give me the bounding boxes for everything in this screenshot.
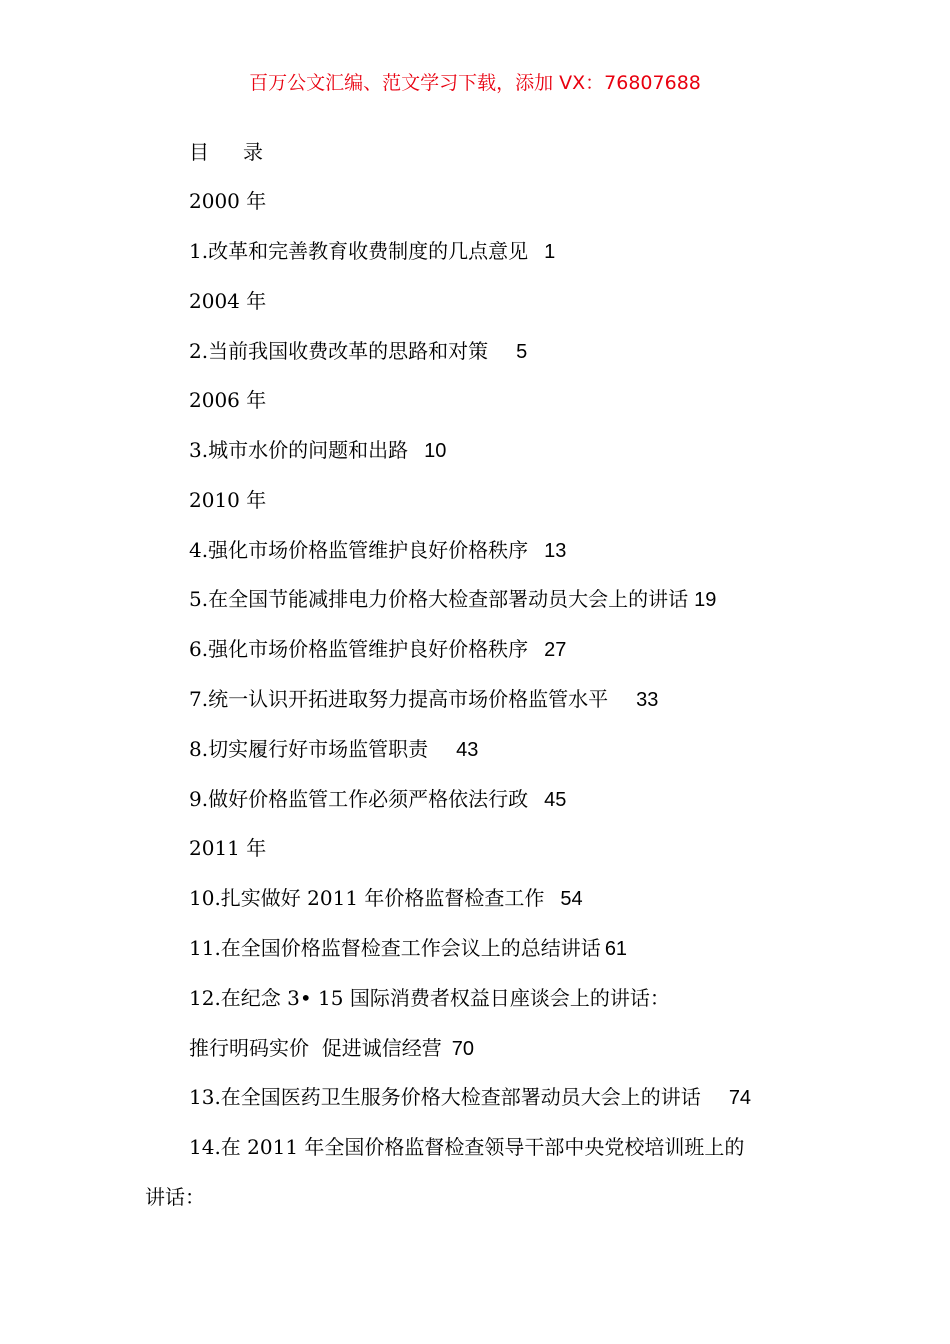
toc-entry[interactable] xyxy=(189,1134,744,1160)
toc-entry-page: 45 xyxy=(544,789,567,811)
toc-entry-page: 13 xyxy=(544,540,567,562)
toc-year-label: 2011 年 xyxy=(189,836,267,860)
toc-entry-title: 10.扎实做好 2011 年价格监督检查工作 xyxy=(189,886,545,910)
toc-title-part1: 目 xyxy=(189,140,209,164)
toc-entry[interactable] xyxy=(189,686,658,713)
toc-entry-page: 10 xyxy=(424,440,447,462)
toc-entry[interactable] xyxy=(189,885,583,912)
toc-entry-title: 11.在全国价格监督检查工作会议上的总结讲话 xyxy=(189,936,601,960)
toc-year-heading xyxy=(189,188,266,214)
toc-year-label: 2006 年 xyxy=(189,388,267,412)
toc-entry-title: 7.统一认识开拓进取努力提高市场价格监管水平 xyxy=(189,687,609,711)
toc-entry-page: 33 xyxy=(636,689,659,711)
toc-year-label: 2010 年 xyxy=(189,488,267,512)
toc-entry[interactable] xyxy=(189,338,527,365)
toc-entry-title: 讲话： xyxy=(145,1185,205,1209)
toc-entry[interactable] xyxy=(189,1035,474,1062)
toc-entry[interactable] xyxy=(189,985,670,1011)
toc-entry-title: 4.强化市场价格监管维护良好价格秩序 xyxy=(189,538,529,562)
toc-entry-title: 12.在纪念 3• 15 国际消费者权益日座谈会上的讲话： xyxy=(189,986,670,1010)
toc-entry[interactable] xyxy=(189,537,566,564)
toc-entry[interactable] xyxy=(189,736,478,763)
watermark-header xyxy=(0,68,950,95)
toc-entry-page: 70 xyxy=(451,1038,474,1060)
toc-year-heading xyxy=(189,387,266,413)
toc-entry-page: 1 xyxy=(544,241,556,263)
toc-entry[interactable] xyxy=(189,636,566,663)
toc-entry[interactable] xyxy=(189,935,627,962)
toc-entry-title: 14.在 2011 年全国价格监督检查领导干部中央党校培训班上的 xyxy=(189,1135,745,1159)
toc-entry[interactable] xyxy=(189,437,446,464)
toc-entry-title: 1.改革和完善教育收费制度的几点意见 xyxy=(189,239,529,263)
toc-entry-page: 19 xyxy=(694,589,717,611)
toc-entry-title: 6.强化市场价格监管维护良好价格秩序 xyxy=(189,637,529,661)
toc-entry-title: 推行明码实价 促进诚信经营 xyxy=(189,1036,442,1060)
toc-entry-page: 5 xyxy=(516,341,528,363)
toc-entry-title: 13.在全国医药卫生服务价格大检查部署动员大会上的讲话 xyxy=(189,1085,701,1109)
toc-entry[interactable] xyxy=(189,1084,751,1111)
toc-entry-title: 2.当前我国收费改革的思路和对策 xyxy=(189,339,489,363)
toc-year-label: 2000 年 xyxy=(189,189,267,213)
toc-year-heading xyxy=(189,288,266,314)
toc-entry-continuation xyxy=(145,1184,205,1210)
toc-year-heading xyxy=(189,835,266,861)
toc-entry-title: 9.做好价格监管工作必须严格依法行政 xyxy=(189,787,529,811)
toc-entry-title: 8.切实履行好市场监管职责 xyxy=(189,737,429,761)
toc-entry-page: 61 xyxy=(604,938,628,960)
toc-entry[interactable] xyxy=(189,586,716,613)
toc-title-part2: 录 xyxy=(243,140,263,164)
watermark-text: 百万公文汇编、范文学习下载，添加 VX：76807688 xyxy=(249,72,701,94)
toc-entry-page: 27 xyxy=(544,639,567,661)
toc-entry-page: 43 xyxy=(456,739,479,761)
toc-entry-page: 54 xyxy=(560,888,583,910)
toc-year-heading xyxy=(189,487,266,513)
toc-year-label: 2004 年 xyxy=(189,289,267,313)
toc-entry-title: 3.城市水价的问题和出路 xyxy=(189,438,409,462)
toc-entry[interactable] xyxy=(189,786,566,813)
toc-entry-title: 5.在全国节能减排电力价格大检查部署动员大会上的讲话 xyxy=(189,587,689,611)
toc-entry-page: 74 xyxy=(728,1087,752,1109)
toc-title xyxy=(189,139,263,165)
toc-entry[interactable] xyxy=(189,238,555,265)
